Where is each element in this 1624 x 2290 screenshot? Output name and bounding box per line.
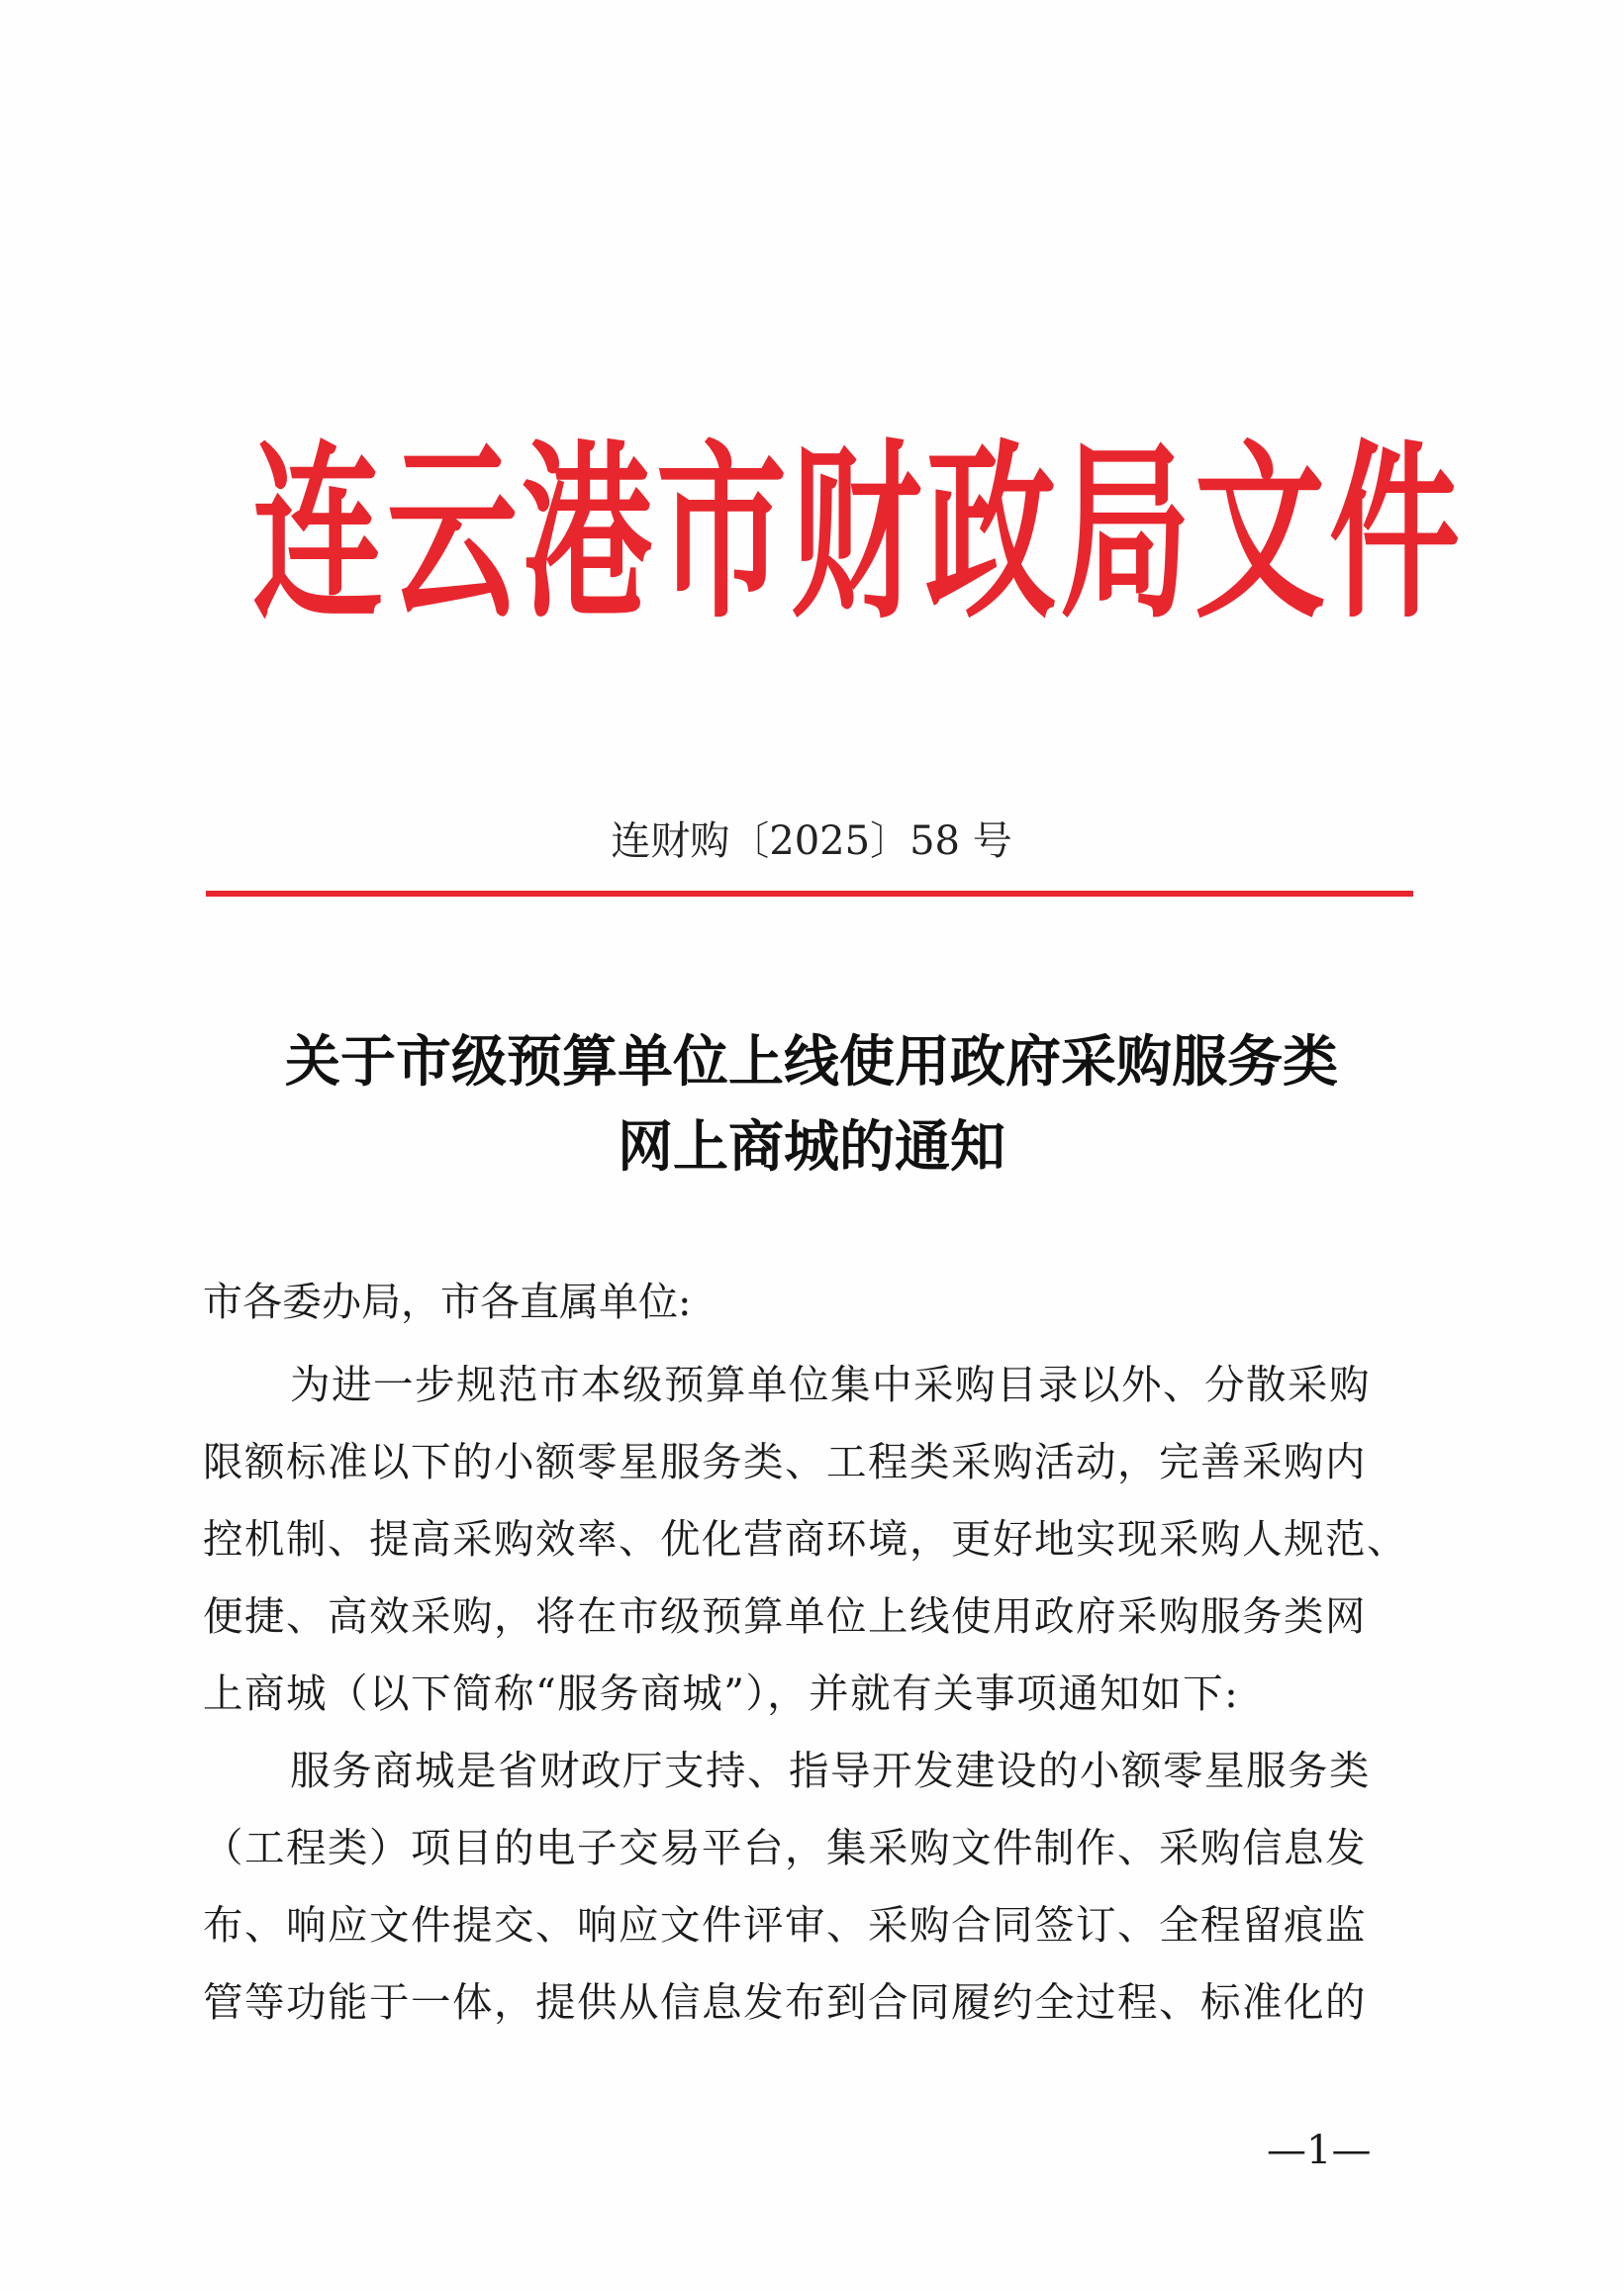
notice-title [178,1019,1445,1190]
document-number: 连财购〔2025〕58 号 [611,818,1012,864]
notice-title-line-1: 关于市级预算单位上线使用政府采购服务类 [285,1029,1338,1095]
paragraph-line: 限额标准以下的小额零星服务类、工程类采购活动，完善采购内 [203,1438,1367,1485]
notice-title-line-2: 网上商城的通知 [618,1114,1005,1180]
paragraph-line: 控机制、提高采购效率、优化营商环境，更好地实现采购人规范、 [203,1515,1408,1563]
paragraph-line: 上商城（以下简称“服务商城”），并就有关事项通知如下: [203,1670,1240,1717]
paragraph-2 [203,1732,1430,2041]
salutation: 市各委办局，市各直属单位: [203,1280,692,1325]
paragraph-line: （工程类）项目的电子交易平台，集采购文件制作、采购信息发 [203,1824,1367,1871]
paragraph-line: 管等功能于一体，提供从信息发布到合同履约全过程、标准化的 [203,1978,1367,2026]
paragraph-1 [203,1346,1430,1732]
paragraph-line: 为进一步规范市本级预算单位集中采购目录以外、分散采购 [290,1361,1371,1408]
paragraph-line: 便捷、高效采购，将在市级预算单位上线使用政府采购服务类网 [203,1592,1367,1640]
red-divider-line [206,891,1413,897]
issuer-title: 连云港市财政局文件 [252,424,1464,645]
page-number: —1— [1267,2128,1372,2173]
paragraph-line: 服务商城是省财政厅支持、指导开发建设的小额零星服务类 [290,1747,1371,1794]
paragraph-line: 布、响应文件提交、响应文件评审、采购合同签订、全程留痕监 [203,1901,1367,1949]
